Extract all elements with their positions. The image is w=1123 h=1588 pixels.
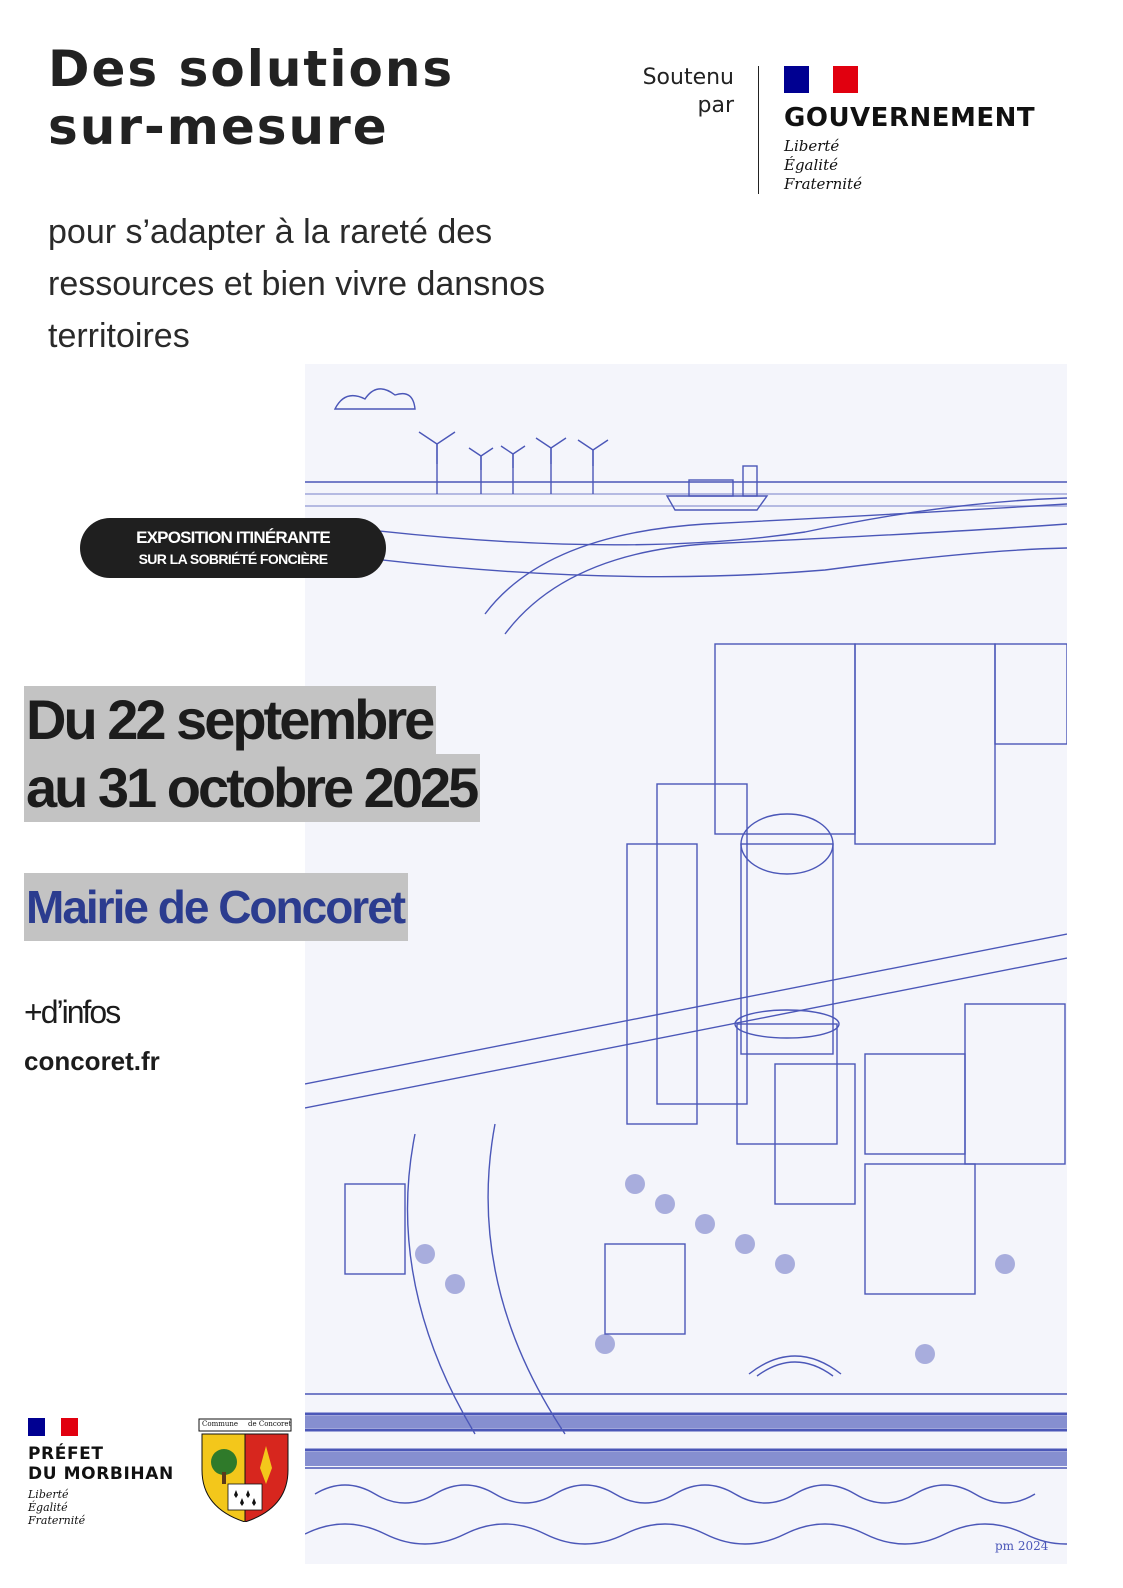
date-line-1: Du 22 septembre xyxy=(24,686,436,754)
concoret-crest xyxy=(198,1418,292,1522)
republic-motto xyxy=(784,137,1035,194)
motto-egalite: Égalité xyxy=(784,156,838,174)
support-label xyxy=(632,64,734,120)
marianne-flag-icon xyxy=(784,66,858,93)
more-info-label: +d’infos xyxy=(24,994,120,1030)
prefecture-logo xyxy=(28,1418,174,1527)
prefecture-motto-fraternite: Fraternité xyxy=(28,1514,86,1527)
website-link[interactable]: concoret.fr xyxy=(24,1046,160,1076)
artist-signature: pm 2024 xyxy=(995,1539,1049,1553)
event-dates xyxy=(24,686,480,822)
prefecture-name-line-2: DU MORBIHAN xyxy=(28,1464,174,1484)
title-line-1: Des solutions xyxy=(48,40,455,98)
crest-label-left: Commune xyxy=(202,1420,239,1428)
city-illustration-drawing xyxy=(305,364,1067,1564)
support-divider xyxy=(758,66,759,194)
marianne-flag-icon xyxy=(28,1418,78,1436)
support-label-line-2: par xyxy=(697,93,734,118)
government-logo xyxy=(784,66,1035,194)
exhibition-badge-line-2: SUR LA SOBRIÉTÉ FONCIÈRE xyxy=(138,551,328,567)
support-label-line-1: Soutenu xyxy=(642,65,734,90)
prefecture-motto-liberte: Liberté xyxy=(28,1488,69,1501)
prefecture-name xyxy=(28,1444,174,1484)
prefecture-motto-egalite: Égalité xyxy=(28,1501,68,1514)
date-line-2: au 31 octobre 2025 xyxy=(24,754,480,822)
prefecture-motto xyxy=(28,1488,174,1527)
city-illustration xyxy=(305,364,1067,1564)
prefecture-name-line-1: PRÉFET xyxy=(28,1444,104,1464)
motto-fraternite: Fraternité xyxy=(784,175,862,193)
crest-label-right: de Concoret xyxy=(248,1420,292,1428)
title-line-2: sur-mesure xyxy=(48,98,389,156)
event-place: Mairie de Concoret xyxy=(24,873,408,941)
poster-title xyxy=(48,40,454,156)
poster-subtitle: pour s’adapter à la rareté des ressources et bien vivre dansnos territoires xyxy=(48,213,546,355)
motto-liberte: Liberté xyxy=(784,137,840,155)
crest-shield-icon xyxy=(198,1418,292,1522)
exhibition-badge xyxy=(80,518,386,578)
government-name: GOUVERNEMENT xyxy=(784,103,1036,133)
exhibition-badge-line-1: EXPOSITION ITINÉRANTE xyxy=(136,528,330,547)
